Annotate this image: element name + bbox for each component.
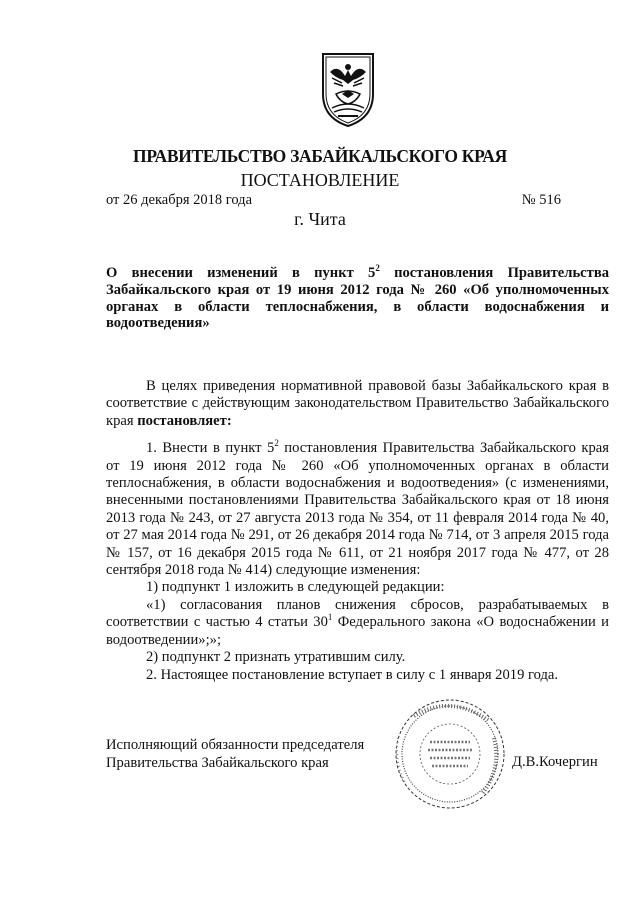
official-stamp-icon xyxy=(384,698,509,813)
item-2-paragraph: 2. Настоящее постановление вступает в силу с 1 января 2019 года. xyxy=(146,666,559,683)
signatory-title-line2: Правительства Забайкальского края xyxy=(106,755,329,771)
document-heading: О внесении изменений в пункт $5^2$ постановления Правительства Забайкальского края от 19 июня 2012 года № 260 «Об уполномоченных органах в области теплоснабжения, в области водоснабжения и водоотведения» xyxy=(106,263,609,332)
document-city: г. Чита xyxy=(294,209,346,229)
signatory-name: Д.В.Кочергин xyxy=(512,754,598,770)
coat-of-arms-icon xyxy=(318,50,378,128)
document-number: № 516 xyxy=(521,192,561,208)
document-body xyxy=(106,378,609,684)
signatory-title xyxy=(106,736,364,772)
item-1-paragraph: 1. Внести в пункт $5^2$ постановления Правительства Забайкальского края от 19 июня 2012 года № 260 «Об уполномоченных органах в области теплоснабжения, в области водоснабжения и водоотведения» (с изменениями, внесенными постановлениями Правительства Забайкальского края от 18 июня 2013 года № 243, от 27 августа 2013 года № 354, от 11 февраля 2014 года № 40, от 27 мая 2014 года № 291, от 26 декабря 2014 года № 714, от 3 апреля 2015 года № 157, от 16 декабря 2015 года № 611, от 21 ноября 2017 года № 477, от 28 сентября 2018 года № 414) следующие изменения: xyxy=(106,438,609,579)
intro-paragraph: В целях приведения нормативной правовой базы Забайкальского края в соответствие с действующим законодательством Правительство Забайкальского края постановляет: xyxy=(106,378,609,429)
signatory-title-line1: Исполняющий обязанности председателя xyxy=(106,737,365,753)
quote-paragraph: «1) согласования планов снижения сбросов, разрабатываемых в соответствии с частью 4 статьи $30^1$ Федерального закона «О водоснабжении и водоотведении»;»; xyxy=(106,596,609,648)
government-title: ПРАВИТЕЛЬСТВО ЗАБАЙКАЛЬСКОГО КРАЯ xyxy=(133,146,507,166)
subitem-2-paragraph: 2) подпункт 2 признать утратившим силу. xyxy=(146,649,406,666)
subitem-1-paragraph: 1) подпункт 1 изложить в следующей редакции: xyxy=(146,579,445,596)
document-date: от 26 декабря 2018 года xyxy=(106,192,252,208)
document-type: ПОСТАНОВЛЕНИЕ xyxy=(240,170,400,190)
